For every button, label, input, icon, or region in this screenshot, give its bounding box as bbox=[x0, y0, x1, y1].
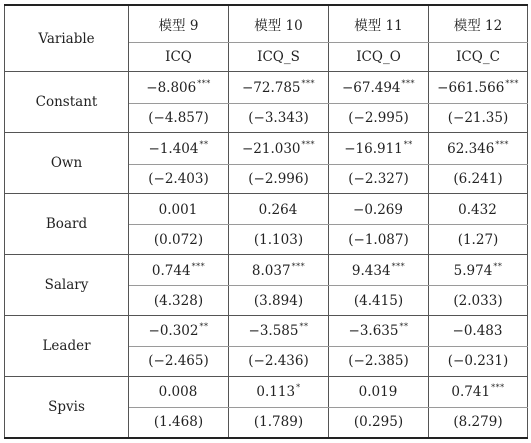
coef-cell bbox=[429, 133, 528, 164]
tstat-cell: (−0.231) bbox=[429, 347, 528, 377]
coef-cell bbox=[229, 72, 329, 103]
coef-value: −21.030 bbox=[241, 140, 301, 157]
tstat-cell: (−4.857) bbox=[129, 103, 229, 133]
coef-value: 0.264 bbox=[258, 201, 298, 218]
variable-header: Variable bbox=[5, 5, 129, 72]
tstat-cell: (1.27) bbox=[429, 225, 528, 255]
model-header: 模型 10 bbox=[229, 5, 329, 42]
coef-row bbox=[5, 133, 528, 164]
coef-cell bbox=[229, 315, 329, 346]
variable-name: Own bbox=[5, 133, 129, 194]
coef-cell bbox=[329, 376, 429, 407]
coef-value: −661.566 bbox=[437, 80, 505, 97]
coef-value: −8.806 bbox=[146, 80, 197, 97]
significance-stars: *** bbox=[197, 79, 211, 89]
coef-cell bbox=[129, 133, 229, 164]
model-header: 模型 9 bbox=[129, 5, 229, 42]
coef-cell bbox=[229, 254, 329, 285]
coef-value: −1.404 bbox=[148, 140, 199, 157]
tstat-cell: (−2.465) bbox=[129, 347, 229, 377]
tstat-cell: (1.468) bbox=[129, 407, 229, 438]
tstat-cell: (4.415) bbox=[329, 286, 429, 316]
coef-cell bbox=[129, 315, 229, 346]
coef-cell bbox=[329, 254, 429, 285]
coef-value: 0.741 bbox=[451, 384, 491, 401]
significance-stars: ** bbox=[199, 139, 209, 149]
coef-cell bbox=[429, 376, 528, 407]
coef-value: 0.008 bbox=[158, 384, 198, 401]
coef-cell bbox=[229, 133, 329, 164]
significance-stars: *** bbox=[301, 79, 316, 89]
tstat-cell: (−2.327) bbox=[329, 164, 429, 194]
variable-name: Constant bbox=[5, 72, 129, 133]
coef-cell bbox=[329, 72, 429, 103]
tstat-cell: (1.103) bbox=[229, 225, 329, 255]
coef-row bbox=[5, 315, 528, 346]
significance-stars: *** bbox=[391, 261, 406, 271]
coef-value: 0.113 bbox=[256, 384, 296, 401]
model-header: 模型 12 bbox=[429, 5, 528, 42]
variable-name: Spvis bbox=[5, 376, 129, 438]
coef-value: 5.974 bbox=[453, 262, 493, 279]
coef-value: −0.269 bbox=[353, 201, 403, 218]
coef-value: 0.019 bbox=[358, 384, 398, 401]
coef-value: −67.494 bbox=[341, 80, 401, 97]
coef-row bbox=[5, 72, 528, 103]
dependent-header: ICQ_C bbox=[429, 42, 528, 72]
significance-stars: ** bbox=[399, 322, 409, 332]
significance-stars: * bbox=[296, 383, 301, 393]
regression-table-container bbox=[4, 4, 527, 439]
model-header: 模型 11 bbox=[329, 5, 429, 42]
significance-stars: *** bbox=[291, 261, 306, 271]
significance-stars: ** bbox=[493, 261, 503, 271]
significance-stars: *** bbox=[491, 383, 505, 393]
dependent-header: ICQ bbox=[129, 42, 229, 72]
significance-stars: *** bbox=[495, 139, 509, 149]
coef-value: −3.585 bbox=[248, 323, 299, 340]
tstat-cell: (2.033) bbox=[429, 286, 528, 316]
coef-cell bbox=[429, 254, 528, 285]
tstat-cell: (0.072) bbox=[129, 225, 229, 255]
tstat-cell: (−2.385) bbox=[329, 347, 429, 377]
coef-value: 9.434 bbox=[351, 262, 391, 279]
coef-value: 62.346 bbox=[447, 140, 495, 157]
tstat-cell: (0.295) bbox=[329, 407, 429, 438]
tstat-cell: (−2.436) bbox=[229, 347, 329, 377]
coef-cell bbox=[329, 194, 429, 225]
tstat-cell: (1.789) bbox=[229, 407, 329, 438]
coef-value: 0.432 bbox=[458, 201, 497, 218]
tstat-cell: (−3.343) bbox=[229, 103, 329, 133]
significance-stars: *** bbox=[505, 79, 519, 89]
coef-cell bbox=[129, 194, 229, 225]
coef-cell bbox=[329, 315, 429, 346]
coef-row bbox=[5, 194, 528, 225]
coef-cell bbox=[129, 254, 229, 285]
coef-value: 0.744 bbox=[151, 262, 191, 279]
tstat-cell: (−2.995) bbox=[329, 103, 429, 133]
regression-table bbox=[4, 4, 528, 439]
coef-cell bbox=[329, 133, 429, 164]
tstat-cell: (−21.35) bbox=[429, 103, 528, 133]
variable-name: Leader bbox=[5, 315, 129, 376]
significance-stars: ** bbox=[403, 139, 413, 149]
tstat-cell: (−2.403) bbox=[129, 164, 229, 194]
coef-value: −72.785 bbox=[241, 80, 301, 97]
coef-cell bbox=[129, 376, 229, 407]
coef-value: −0.483 bbox=[452, 323, 503, 340]
tstat-cell: (4.328) bbox=[129, 286, 229, 316]
coef-value: 0.001 bbox=[158, 201, 198, 218]
tstat-cell: (−2.996) bbox=[229, 164, 329, 194]
significance-stars: *** bbox=[401, 79, 416, 89]
variable-name: Board bbox=[5, 194, 129, 255]
significance-stars: *** bbox=[301, 139, 316, 149]
significance-stars: ** bbox=[199, 322, 209, 332]
dependent-header: ICQ_O bbox=[329, 42, 429, 72]
coef-cell bbox=[429, 72, 528, 103]
variable-name: Salary bbox=[5, 254, 129, 315]
header-row-models bbox=[5, 5, 528, 42]
significance-stars: ** bbox=[299, 322, 309, 332]
tstat-cell: (3.894) bbox=[229, 286, 329, 316]
coef-value: −3.635 bbox=[348, 323, 399, 340]
coef-cell bbox=[129, 72, 229, 103]
significance-stars: *** bbox=[191, 261, 206, 271]
coef-cell bbox=[429, 194, 528, 225]
coef-value: −0.302 bbox=[148, 323, 199, 340]
tstat-cell: (−1.087) bbox=[329, 225, 429, 255]
dependent-header: ICQ_S bbox=[229, 42, 329, 72]
tstat-cell: (6.241) bbox=[429, 164, 528, 194]
tstat-cell: (8.279) bbox=[429, 407, 528, 438]
coef-cell bbox=[229, 194, 329, 225]
coef-cell bbox=[429, 315, 528, 346]
coef-value: −16.911 bbox=[344, 140, 403, 157]
coef-value: 8.037 bbox=[251, 262, 291, 279]
coef-cell bbox=[229, 376, 329, 407]
coef-row bbox=[5, 254, 528, 285]
coef-row bbox=[5, 376, 528, 407]
